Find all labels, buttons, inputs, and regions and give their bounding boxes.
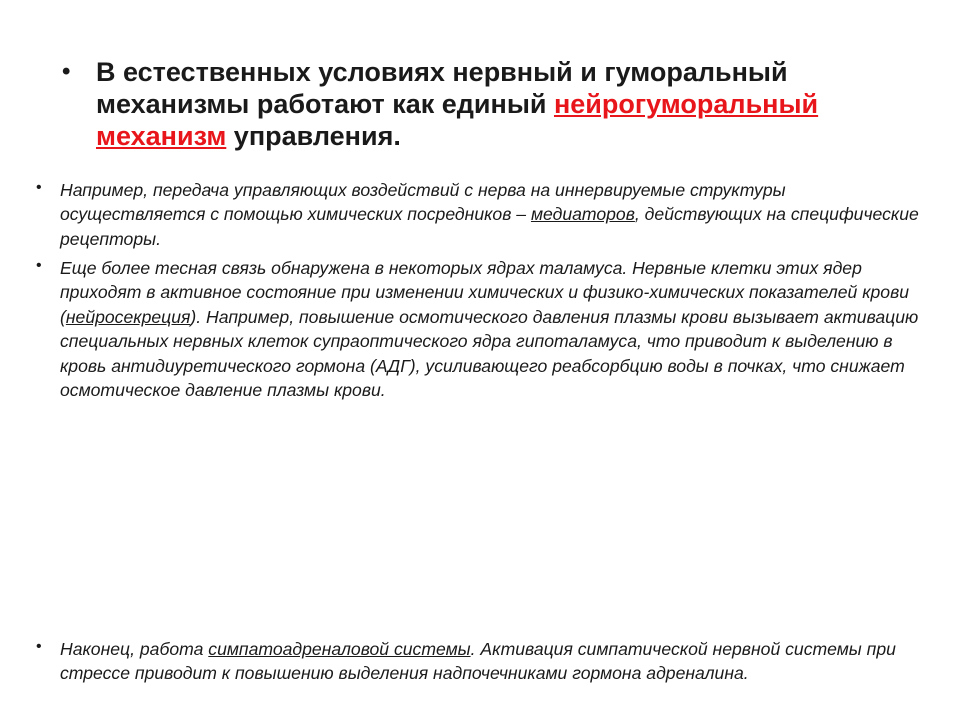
list-item [36, 256, 931, 402]
item-text-before: Наконец, работа [60, 639, 209, 659]
list-item-text [60, 178, 931, 251]
list-item [36, 178, 931, 251]
item-text-after: . Активация симпатической нервной системы при стрессе приводит к повышению выделения надпочечниками гормона адреналина. [60, 639, 896, 684]
list-item-text [60, 637, 931, 686]
slide-title [62, 56, 882, 152]
bullet: • [36, 257, 42, 274]
item-text-after: ). Например, повышение осмотического давления плазмы крови вызывает активацию специальных нервных клеток супраоптического ядра гипоталамуса, что приводит к выделению в кровь антидиуретического гормона (АДГ), усиливающего реабсорбцию воды в почках, что снижает осмотическое давление плазмы крови. [60, 306, 919, 401]
title-highlight-term: нейрогуморальный механизм [96, 89, 819, 151]
item-text-before: Еще более тесная связь обнаружена в некоторых ядрах таламуса. Нервные клетки этих ядер приходят в активное состояние при изменении химических и физико-химических показателей крови ( [60, 258, 910, 327]
item-text-after: , действующих на специфические рецепторы. [60, 204, 919, 249]
list-item-text [60, 256, 931, 402]
title-period: . [393, 121, 401, 151]
term-mediators: медиаторов [530, 204, 635, 225]
term-sympathoadrenal-system: симпатоадреналовой системы [208, 639, 471, 659]
title-text [96, 56, 882, 152]
bullet: • [36, 179, 42, 196]
title-part1: В естественных условиях нервный и гуморальный механизмы работают как единый [96, 57, 788, 119]
item-text-before: Например, передача управляющих воздействий с нерва на иннервируемые структуры осуществляется с помощью химических посредников – [60, 180, 786, 225]
bullet: • [36, 638, 42, 655]
term-neurosecretion: нейросекреция [65, 306, 191, 327]
title-part2: управления [226, 121, 394, 151]
title-bullet: • [62, 58, 71, 85]
list-item [36, 637, 931, 686]
